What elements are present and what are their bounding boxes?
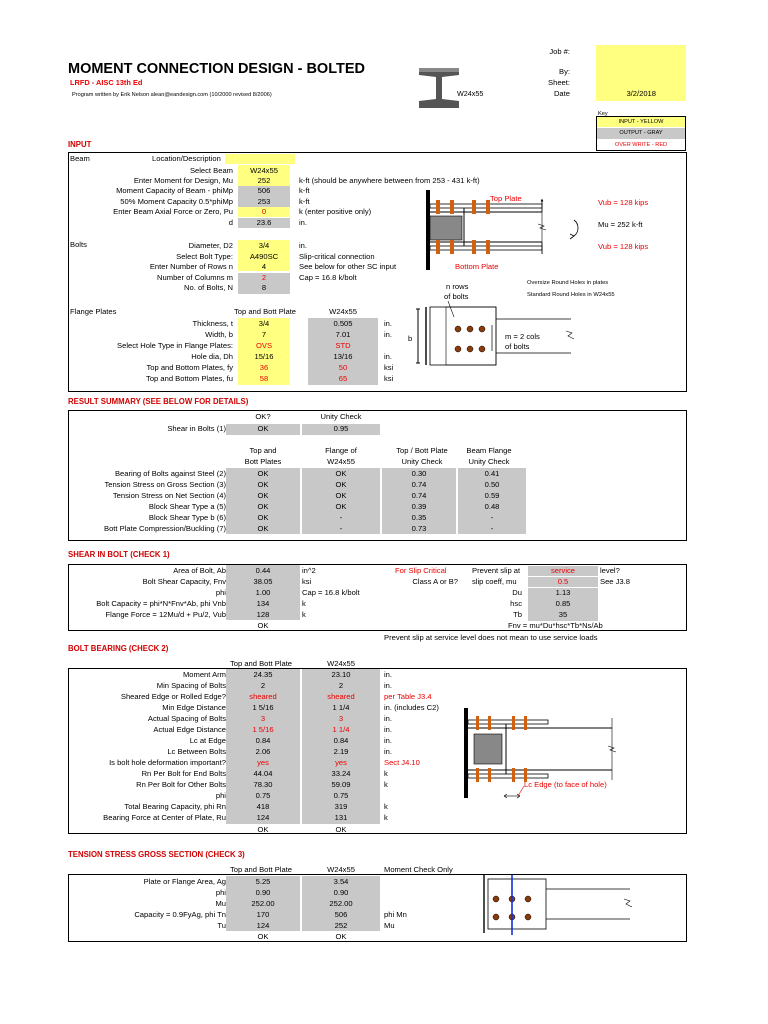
row-label: Diameter, D2 bbox=[188, 241, 233, 250]
row-label: Moment Capacity of Beam - phiMp bbox=[116, 186, 233, 195]
tension-section-title: TENSION STRESS GROSS SECTION (CHECK 3) bbox=[68, 850, 245, 859]
tb-label: Tb bbox=[513, 610, 522, 619]
row-value[interactable]: 50 bbox=[338, 363, 348, 372]
vub-top-label: Vub = 128 kips bbox=[598, 198, 649, 207]
row-unit: k bbox=[384, 802, 388, 811]
table-cell: 0.73 bbox=[411, 524, 427, 533]
row-value: 3.54 bbox=[333, 877, 349, 886]
edge-type-select-beam[interactable]: sheared bbox=[327, 692, 355, 701]
table-cell: - bbox=[490, 524, 494, 533]
table-cell: OK bbox=[335, 469, 347, 478]
row-value: 128 bbox=[256, 610, 270, 619]
row-label: Actual Spacing of Bolts bbox=[147, 714, 226, 723]
row-label: Enter Beam Axial Force or Zero, Pu bbox=[113, 207, 233, 216]
row-unit: per Table J3.4 bbox=[384, 692, 432, 701]
row-unit: in. (includes C2) bbox=[384, 703, 439, 712]
deformation-select[interactable]: yes bbox=[257, 758, 269, 767]
beam-section-icon bbox=[419, 68, 459, 108]
tension-plan-diagram bbox=[480, 875, 640, 935]
row-label: Select Bolt Type: bbox=[176, 252, 233, 261]
row-label: Is bolt hole deformation important? bbox=[109, 758, 226, 767]
row-unit: k bbox=[384, 780, 388, 789]
table-cell: OK bbox=[335, 480, 347, 489]
row-value: 23.6 bbox=[256, 218, 272, 227]
fp-header-plate: Top and Bott Plate bbox=[233, 307, 297, 316]
row-value: 124 bbox=[256, 921, 270, 930]
du-value: 1.13 bbox=[555, 588, 571, 597]
table-cell: OK bbox=[257, 480, 269, 489]
row-label: Bearing Force at Center of Plate, Ru bbox=[103, 813, 226, 822]
table-cell: OK bbox=[257, 491, 269, 500]
row-value: 23.10 bbox=[331, 670, 351, 679]
row-label: Block Shear Type a (5) bbox=[148, 502, 226, 511]
slip-coeff-value[interactable]: 0.5 bbox=[528, 577, 598, 587]
level-label: level? bbox=[600, 566, 620, 575]
row-unit: k bbox=[384, 769, 388, 778]
credit-line: Program written by Erik Nelson alean@eandesign.com (10/2000 revised 8/2006) bbox=[72, 92, 272, 98]
row-label: Total Bearing Capacity, phi Rn bbox=[124, 802, 226, 811]
row-label: Select Beam bbox=[189, 166, 233, 175]
row-value: 1 5/16 bbox=[252, 703, 274, 712]
row-unit: Cap = 16.8 k/bolt bbox=[299, 273, 357, 282]
job-label: Job #: bbox=[549, 47, 570, 56]
row-label: Thickness, t bbox=[192, 319, 233, 328]
bearing-section-title: BOLT BEARING (CHECK 2) bbox=[68, 644, 169, 653]
bolt-type-select[interactable]: A490SC bbox=[249, 252, 279, 261]
bolt-spacing-input[interactable]: 3 bbox=[260, 714, 266, 723]
row-label: Moment Arm bbox=[182, 670, 226, 679]
row-label: phi bbox=[215, 888, 226, 897]
plate-plan-diagram bbox=[416, 305, 576, 370]
row-unit: ksi bbox=[384, 363, 394, 372]
table-cell: 0.35 bbox=[411, 513, 427, 522]
row-unit: k bbox=[302, 599, 306, 608]
col-header: Top / Bott Plate bbox=[396, 446, 448, 455]
table-cell: OK bbox=[257, 524, 269, 533]
table-cell: - bbox=[339, 524, 343, 533]
row-value: 252.00 bbox=[251, 899, 275, 908]
table-cell: 0.48 bbox=[484, 502, 500, 511]
edge-distance-input[interactable]: 1 5/16 bbox=[252, 725, 274, 734]
edge-type-select[interactable]: sheared bbox=[249, 692, 277, 701]
tension-header-beam: W24x55 bbox=[327, 865, 355, 874]
row-label: Top and Bottom Plates, fu bbox=[146, 374, 233, 383]
row-value: 252 bbox=[334, 921, 348, 930]
plate-fy-input[interactable]: 36 bbox=[259, 363, 269, 372]
row-label: Tension Stress on Gross Section (3) bbox=[104, 480, 226, 489]
row-value: 131 bbox=[334, 813, 348, 822]
col-header: Unity Check bbox=[401, 457, 443, 466]
row-label: Lc Between Bolts bbox=[167, 747, 226, 756]
tension-ok-beam: OK bbox=[335, 932, 347, 941]
row-label: Tu bbox=[217, 921, 226, 930]
table-cell: OK bbox=[335, 491, 347, 500]
row-value: 418 bbox=[256, 802, 270, 811]
row-label: phi bbox=[215, 588, 226, 597]
row-unit: Slip-critical connection bbox=[299, 252, 375, 261]
row-value[interactable]: STD bbox=[335, 341, 351, 350]
result-summary-title: RESULT SUMMARY (SEE BELOW FOR DETAILS) bbox=[68, 397, 249, 406]
ok-header: OK? bbox=[255, 412, 271, 421]
service-note: Prevent slip at service level does not mean to use service loads bbox=[384, 633, 598, 642]
unity-header: Unity Check bbox=[320, 412, 362, 421]
row-label: Bolt Shear Capacity, Fnv bbox=[142, 577, 226, 586]
row-unit: in^2 bbox=[302, 566, 316, 575]
top-plate-label: Top Plate bbox=[490, 194, 522, 203]
date-label: Date bbox=[553, 89, 570, 98]
table-cell: 0.39 bbox=[411, 502, 427, 511]
bearing-ok-beam: OK bbox=[335, 825, 347, 834]
location-input[interactable] bbox=[225, 154, 295, 164]
beam-tag: W24x55 bbox=[457, 89, 484, 98]
row-label: No. of Bolts, N bbox=[184, 283, 233, 292]
table-cell: - bbox=[490, 513, 494, 522]
input-section-title: INPUT bbox=[68, 140, 92, 149]
class-label: Class A or B? bbox=[412, 577, 458, 586]
row-label: Lc at Edge bbox=[189, 736, 226, 745]
bolt-spacing-input-beam[interactable]: 3 bbox=[338, 714, 344, 723]
table-cell: - bbox=[339, 513, 343, 522]
row-value: 0.90 bbox=[255, 888, 271, 897]
col-header: Beam Flange bbox=[466, 446, 512, 455]
row-label: Bolt Capacity = phi*N*Fnv*Ab, phi Vnb bbox=[96, 599, 226, 608]
shear-unity: 0.95 bbox=[302, 424, 380, 435]
row-unit: in. bbox=[384, 330, 393, 339]
row-value: 5.25 bbox=[255, 877, 271, 886]
row-unit: k bbox=[302, 610, 306, 619]
row-label: Bearing of Bolts against Steel (2) bbox=[114, 469, 226, 478]
row-unit: k-ft bbox=[299, 186, 310, 195]
row-unit: in. bbox=[384, 681, 393, 690]
row-label: Number of Columns m bbox=[157, 273, 233, 282]
row-value: 44.04 bbox=[253, 769, 273, 778]
row-value: 2 bbox=[338, 681, 344, 690]
row-value: 2.19 bbox=[333, 747, 349, 756]
row-value: 134 bbox=[256, 599, 270, 608]
row-unit: See below for other SC input bbox=[299, 262, 397, 271]
oversize-note: Oversize Round Holes in plates bbox=[527, 280, 609, 286]
row-value: 8 bbox=[261, 283, 267, 292]
mu-label: Mu = 252 k-ft bbox=[598, 220, 643, 229]
page-title: MOMENT CONNECTION DESIGN - BOLTED bbox=[68, 61, 365, 77]
hsc-label: hsc bbox=[510, 599, 522, 608]
row-value: 0.75 bbox=[333, 791, 349, 800]
row-unit: k-ft (should be anywhere between from 253 - 431 k-ft) bbox=[299, 176, 480, 185]
row-unit: k-ft bbox=[299, 197, 310, 206]
row-label: Enter Moment for Design, Mu bbox=[133, 176, 233, 185]
row-value: 59.09 bbox=[331, 780, 351, 789]
row-value: 506 bbox=[257, 186, 271, 195]
bolts-label: Bolts bbox=[70, 240, 87, 249]
bottom-plate-label: Bottom Plate bbox=[455, 262, 499, 271]
row-unit: k bbox=[384, 813, 388, 822]
standard-note: Standard Round Holes in W24x55 bbox=[527, 292, 615, 298]
col-header: Top and bbox=[249, 446, 277, 455]
row-label: Capacity = 0.9FyAg, phi Tn bbox=[134, 910, 226, 919]
row-label: Plate or Flange Area, Ag bbox=[143, 877, 226, 886]
tb-value: 35 bbox=[558, 610, 568, 619]
row-unit: in. bbox=[384, 747, 393, 756]
prevent-slip-label: Prevent slip at bbox=[472, 566, 521, 575]
col-header: W24x55 bbox=[327, 457, 355, 466]
table-cell: OK bbox=[257, 513, 269, 522]
row-value: 15/16 bbox=[254, 352, 274, 361]
edge-distance-input-beam[interactable]: 1 1/4 bbox=[332, 725, 350, 734]
row-label: Enter Number of Rows n bbox=[149, 262, 233, 271]
row-unit: Mu bbox=[384, 921, 395, 930]
bolt-rows-input[interactable]: 4 bbox=[261, 262, 267, 271]
bolt-diameter-input[interactable]: 3/4 bbox=[258, 241, 270, 250]
row-value: 170 bbox=[256, 910, 270, 919]
shear-bolts-label: Shear in Bolts (1) bbox=[167, 424, 226, 433]
col-header: Flange of bbox=[325, 446, 357, 455]
row-label: 50% Moment Capacity 0.5*phiMp bbox=[120, 197, 233, 206]
flange-plates-label: Flange Plates bbox=[70, 307, 117, 316]
m-cols-label: m = 2 cols bbox=[505, 332, 540, 341]
row-unit: Cap = 16.8 k/bolt bbox=[302, 588, 360, 597]
shear-ok: OK bbox=[257, 621, 269, 630]
row-value: 0.84 bbox=[255, 736, 271, 745]
row-value: 1.00 bbox=[255, 588, 271, 597]
row-label: Sheared Edge or Rolled Edge? bbox=[120, 692, 226, 701]
row-unit: in. bbox=[384, 352, 393, 361]
key-input: INPUT - YELLOW bbox=[597, 117, 685, 127]
row-unit: in. bbox=[299, 218, 308, 227]
row-unit: ksi bbox=[384, 374, 394, 383]
row-value: 0.90 bbox=[333, 888, 349, 897]
row-unit: in. bbox=[384, 714, 393, 723]
col-header: Unity Check bbox=[468, 457, 510, 466]
code-reference: LRFD - AISC 13th Ed bbox=[70, 78, 143, 87]
plate-width-input[interactable]: 7 bbox=[261, 330, 267, 339]
of-bolts-label-2: of bolts bbox=[505, 342, 530, 351]
row-unit: in. bbox=[384, 319, 393, 328]
b-dimension-label: b bbox=[408, 334, 413, 343]
table-cell: OK bbox=[257, 469, 269, 478]
row-value: 319 bbox=[334, 802, 348, 811]
hole-type-select[interactable]: OVS bbox=[255, 341, 273, 350]
tension-header-moment: Moment Check Only bbox=[384, 865, 453, 874]
row-value: 7.01 bbox=[335, 330, 351, 339]
col-header: Bott Plates bbox=[244, 457, 282, 466]
beam-label: Beam bbox=[70, 154, 90, 163]
row-value: 0.505 bbox=[333, 319, 353, 328]
key-title: Key bbox=[598, 111, 608, 117]
location-label: Location/Description bbox=[152, 154, 221, 163]
deformation-select-beam[interactable]: yes bbox=[335, 758, 347, 767]
row-value: 1 1/4 bbox=[332, 703, 350, 712]
row-value: 38.05 bbox=[253, 577, 273, 586]
row-label: Area of Bolt, Ab bbox=[173, 566, 226, 575]
row-value: 13/16 bbox=[333, 352, 353, 361]
row-label: Rn Per Bolt for End Bolts bbox=[141, 769, 226, 778]
row-label: phi bbox=[215, 791, 226, 800]
sheet-label: Sheet: bbox=[548, 78, 570, 87]
row-value: 252.00 bbox=[329, 899, 353, 908]
row-unit: in. bbox=[384, 670, 393, 679]
table-cell: 0.30 bbox=[411, 469, 427, 478]
row-label: Mu bbox=[215, 899, 226, 908]
table-cell: 0.74 bbox=[411, 491, 427, 500]
row-label: Actual Edge Distance bbox=[153, 725, 226, 734]
du-label: Du bbox=[512, 588, 522, 597]
row-value: 253 bbox=[257, 197, 271, 206]
row-unit: phi Mn bbox=[384, 910, 407, 919]
row-unit: ksi bbox=[302, 577, 312, 586]
row-label: Hole dia, Dh bbox=[191, 352, 233, 361]
bearing-header-beam: W24x55 bbox=[327, 659, 355, 668]
date-value[interactable]: 3/2/2018 bbox=[626, 89, 656, 98]
moment-input[interactable]: 252 bbox=[257, 176, 271, 185]
row-unit: in. bbox=[299, 241, 308, 250]
hsc-value: 0.85 bbox=[555, 599, 571, 608]
row-unit: in. bbox=[384, 736, 393, 745]
select-beam-input[interactable]: W24x55 bbox=[250, 166, 278, 175]
row-value[interactable]: 65 bbox=[338, 374, 348, 383]
row-label: Flange Force = 12Mu/d + Pu/2, Vub bbox=[105, 610, 226, 619]
row-label: Top and Bottom Plates, fy bbox=[146, 363, 233, 372]
row-unit: k (enter positive only) bbox=[299, 207, 372, 216]
plate-fu-input[interactable]: 58 bbox=[259, 374, 269, 383]
lc-edge-label: Lc Edge (to face of hole) bbox=[524, 780, 607, 789]
plate-thickness-input[interactable]: 3/4 bbox=[258, 319, 270, 328]
row-value: 0.84 bbox=[333, 736, 349, 745]
table-cell: OK bbox=[257, 502, 269, 511]
bolt-cols-value[interactable]: 2 bbox=[261, 273, 267, 282]
row-unit: Sect J4.10 bbox=[384, 758, 420, 767]
axial-input[interactable]: 0 bbox=[261, 207, 267, 216]
row-value: 0.44 bbox=[255, 566, 271, 575]
row-value: 24.35 bbox=[253, 670, 273, 679]
tension-ok-plate: OK bbox=[257, 932, 269, 941]
shear-ok: OK bbox=[226, 424, 300, 435]
row-value: 506 bbox=[334, 910, 348, 919]
row-value: 2.06 bbox=[255, 747, 271, 756]
slip-coeff-label: slip coeff, mu bbox=[472, 577, 517, 586]
row-value: 0.75 bbox=[255, 791, 271, 800]
row-label: Bott Plate Compression/Buckling (7) bbox=[104, 524, 226, 533]
service-level-select[interactable]: service bbox=[528, 566, 598, 576]
bearing-ok-plate: OK bbox=[257, 825, 269, 834]
shear-section-title: SHEAR IN BOLT (CHECK 1) bbox=[68, 550, 170, 559]
table-cell: 0.74 bbox=[411, 480, 427, 489]
row-label: Select Hole Type in Flange Plates: bbox=[117, 341, 233, 350]
row-label: Rn Per Bolt for Other Bolts bbox=[136, 780, 226, 789]
by-label: By: bbox=[559, 67, 570, 76]
tension-header-plate: Top and Bott Plate bbox=[229, 865, 293, 874]
row-value: 33.24 bbox=[331, 769, 351, 778]
key-output: OUTPUT - GRAY bbox=[597, 128, 685, 139]
vub-bottom-label: Vub = 128 kips bbox=[598, 242, 649, 251]
see-reference: See J3.8 bbox=[600, 577, 630, 586]
row-value: 124 bbox=[256, 813, 270, 822]
row-unit: in. bbox=[384, 725, 393, 734]
table-cell: OK bbox=[335, 502, 347, 511]
row-label: Block Shear Type b (6) bbox=[148, 513, 226, 522]
row-value: 78.30 bbox=[253, 780, 273, 789]
table-cell: 0.41 bbox=[484, 469, 500, 478]
row-label: Width, b bbox=[205, 330, 233, 339]
row-label: d bbox=[228, 218, 233, 227]
table-cell: 0.59 bbox=[484, 491, 500, 500]
table-cell: 0.50 bbox=[484, 480, 500, 489]
fp-header-beam: W24x55 bbox=[329, 307, 357, 316]
bearing-header-plate: Top and Bott Plate bbox=[229, 659, 293, 668]
fnv-formula: Fnv = mu*Du*hsc*Tb*Ns/Ab bbox=[508, 621, 603, 630]
row-label: Min Edge Distance bbox=[162, 703, 226, 712]
slip-critical-label: For Slip Critical bbox=[395, 566, 447, 575]
of-bolts-label: of bolts bbox=[444, 292, 469, 301]
key-overwrite: OVER WRITE - RED bbox=[614, 142, 668, 148]
row-value: 2 bbox=[260, 681, 266, 690]
row-label: Min Spacing of Bolts bbox=[156, 681, 226, 690]
row-label: Tension Stress on Net Section (4) bbox=[112, 491, 226, 500]
n-rows-label: n rows bbox=[446, 282, 469, 291]
